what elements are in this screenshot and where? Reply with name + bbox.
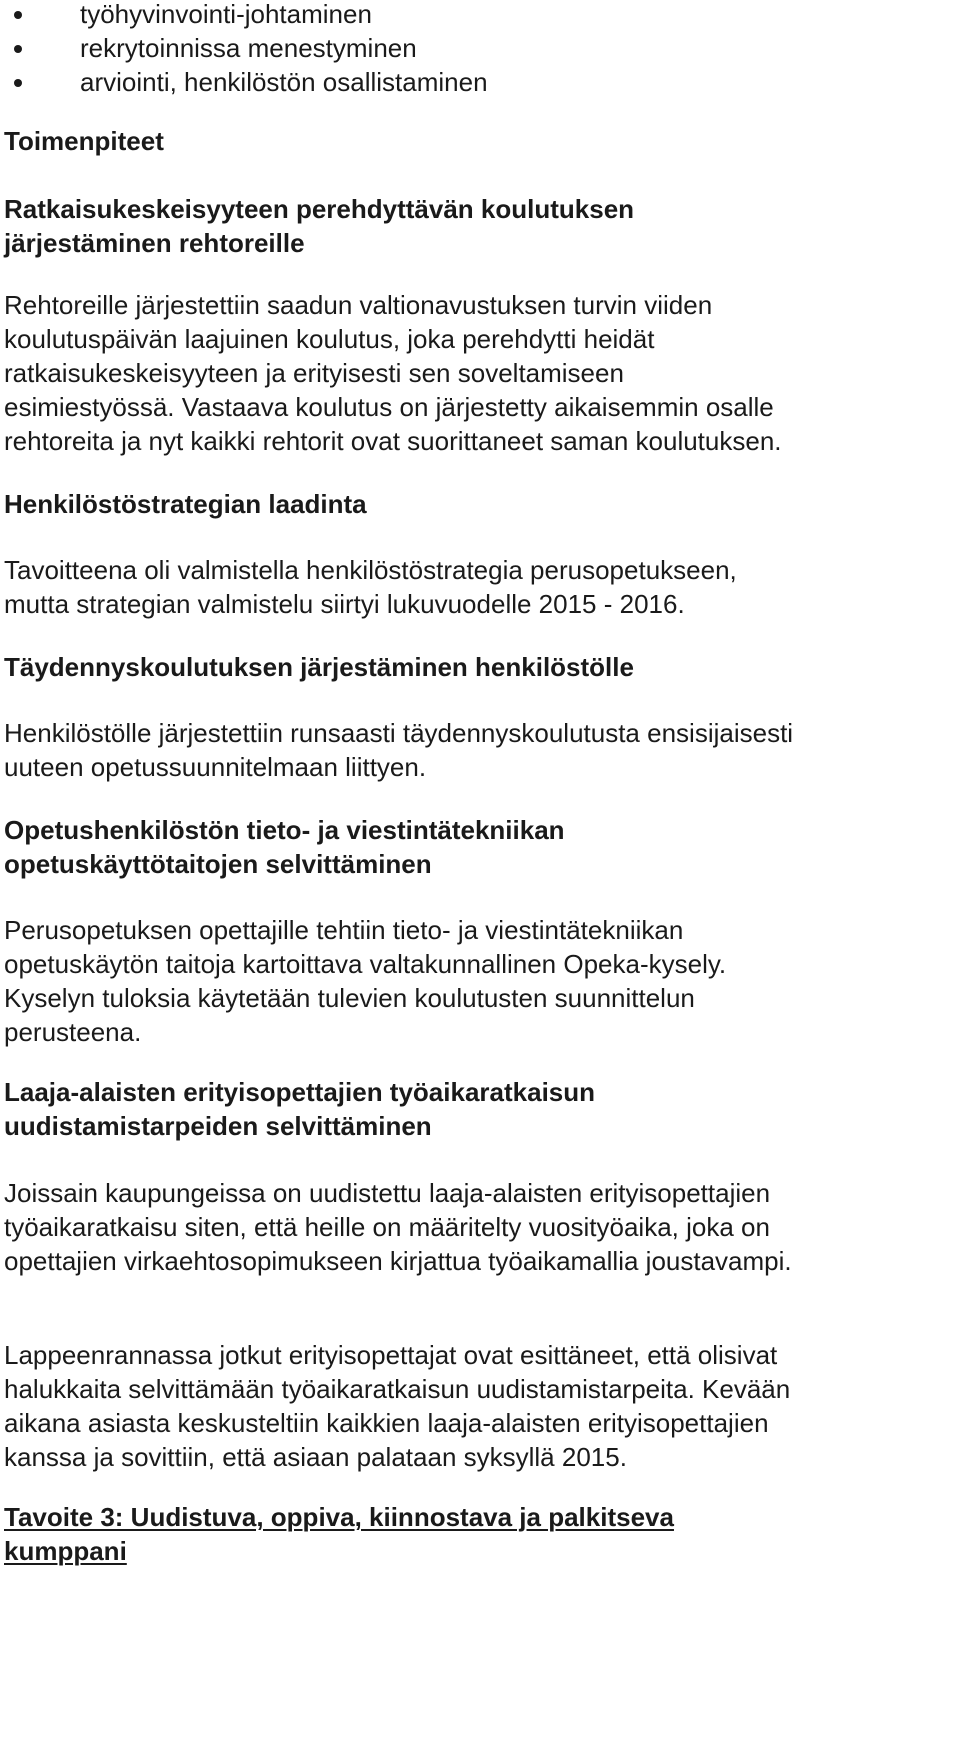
bullet-item: arviointi, henkilöstön osallistaminen: [0, 65, 488, 99]
goal-heading: Tavoite 3: Uudistuva, oppiva, kiinnostava ja palkitseva kumppani: [4, 1502, 674, 1566]
bullet-item: rekrytoinnissa menestyminen: [0, 31, 488, 65]
section-heading: Opetushenkilöstön tieto- ja viestintätekniikan opetuskäyttötaitojen selvittäminen: [4, 815, 565, 879]
paragraph: Perusopetuksen opettajille tehtiin tieto- ja viestintätekniikan opetuskäytön taitoja kartoittava valtakunnallinen Opeka-kysely. Kyselyn tuloksia käytetään tulevien koulutusten suunnittelun perusteena.: [4, 915, 727, 1047]
bullet-icon: [14, 45, 22, 53]
paragraph: Lappeenrannassa jotkut erityisopettajat ovat esittäneet, että olisivat halukkaita selvittämään työaikaratkaisun uudistamistarpeita. Kevään aikana asiasta keskusteltiin kaikkien laaja-alaisten erityisopettajien kanssa ja sovittiin, että asiaan palataan syksyllä 2015.: [4, 1340, 791, 1472]
bullet-icon: [14, 11, 22, 19]
section-title: Toimenpiteet: [4, 126, 164, 156]
paragraph: Rehtoreille järjestettiin saadun valtionavustuksen turvin viiden koulutuspäivän laajuinen koulutus, joka perehdytti heidät ratkaisukeskeisyyteen ja erityisesti sen soveltamiseen esimiestyössä. Vastaava koulutus on järjestetty aikaisemmin osalle rehtoreita ja nyt kaikki rehtorit ovat suorittaneet saman koulutuksen.: [4, 290, 782, 456]
bullet-item: työhyvinvointi-johtaminen: [0, 0, 488, 31]
paragraph: Tavoitteena oli valmistella henkilöstöstrategia perusopetukseen, mutta strategian valmistelu siirtyi lukuvuodelle 2015 - 2016.: [4, 555, 737, 619]
section-heading: Laaja-alaisten erityisopettajien työaikaratkaisun uudistamistarpeiden selvittäminen: [4, 1077, 596, 1141]
bullet-list: [0, 0, 488, 99]
bullet-icon: [14, 79, 22, 87]
section-heading: Täydennyskoulutuksen järjestäminen henkilöstölle: [4, 652, 634, 682]
paragraph: Joissain kaupungeissa on uudistettu laaja-alaisten erityisopettajien työaikaratkaisu siten, että heille on määritelty vuosityöaika, joka on opettajien virkaehtosopimukseen kirjattua työaikamallia joustavampi.: [4, 1178, 792, 1276]
section-heading: Ratkaisukeskeisyyteen perehdyttävän koulutuksen järjestäminen rehtoreille: [4, 194, 635, 258]
paragraph: Henkilöstölle järjestettiin runsaasti täydennyskoulutusta ensisijaisesti uuteen opetussuunnitelmaan liittyen.: [4, 718, 794, 782]
section-heading: Henkilöstöstrategian laadinta: [4, 489, 367, 519]
